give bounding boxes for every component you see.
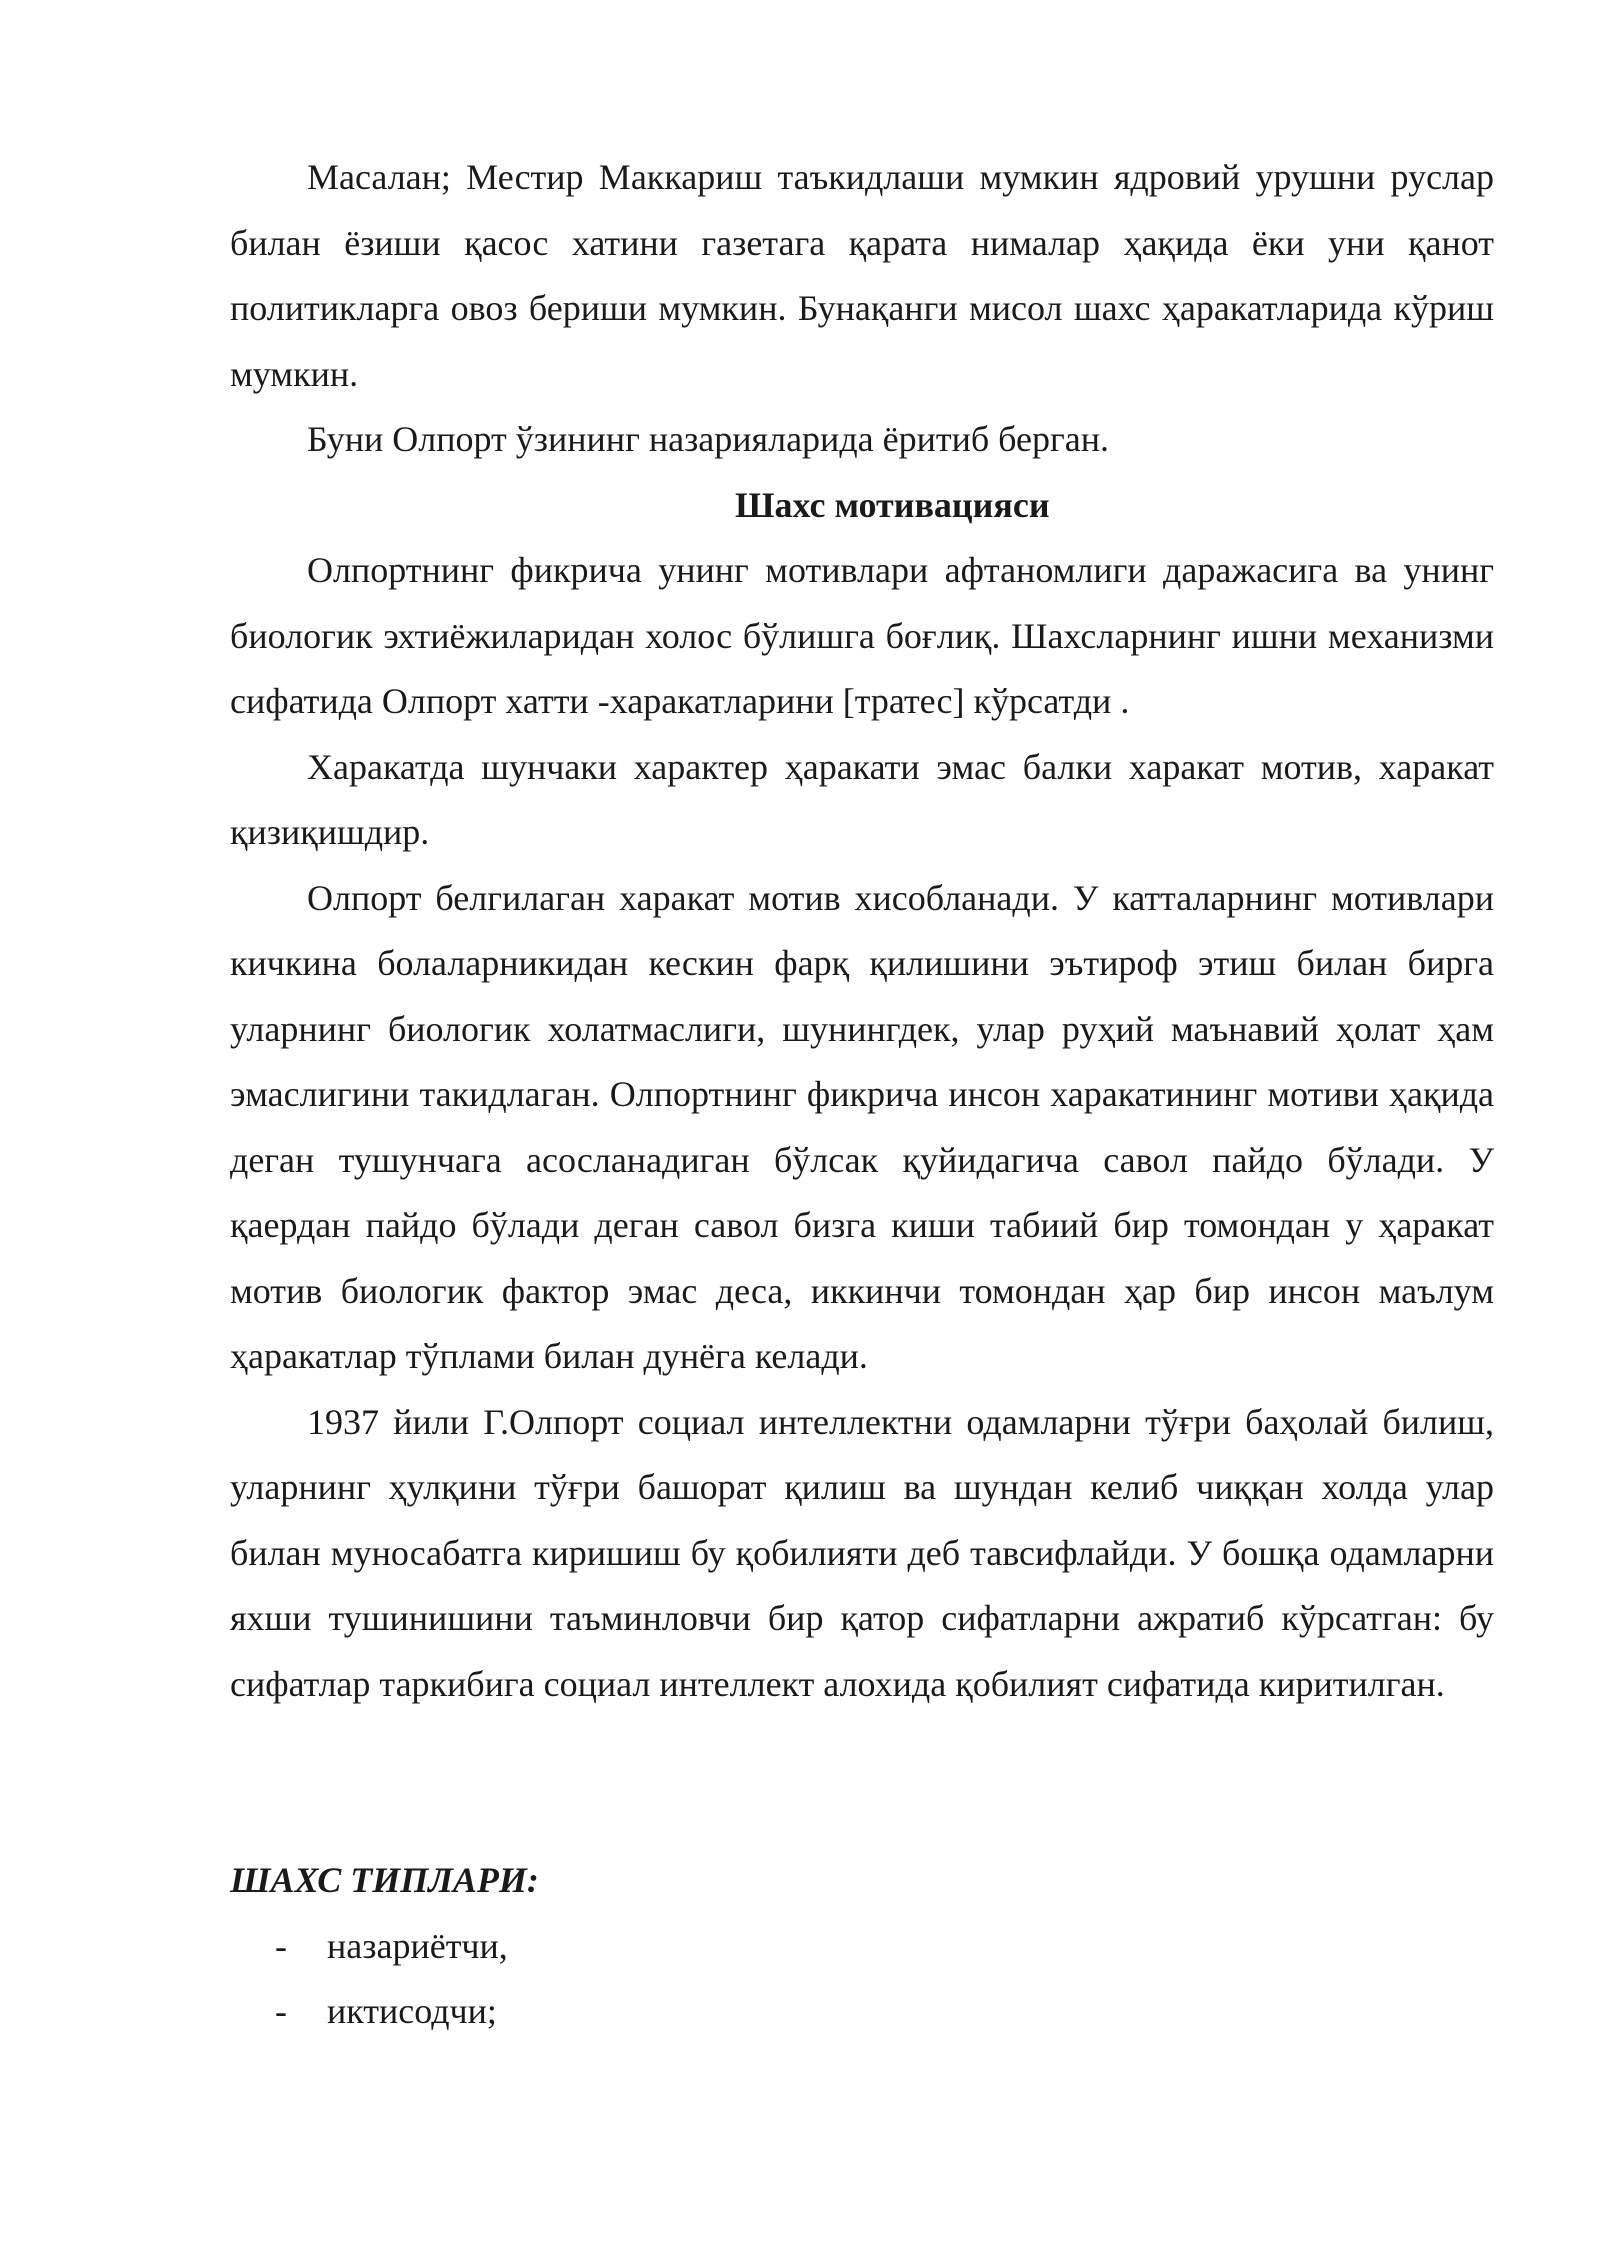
document-page [230, 145, 1494, 2045]
paragraph-allport-reference: Буни Олпорт ўзининг назарияларида ёритиб берган. [307, 419, 1110, 459]
list-item-text: иктисодчи; [327, 1991, 497, 2031]
list-dash-marker: - [275, 1925, 287, 1966]
list-dash-marker: - [275, 1991, 287, 2031]
personality-types-list [230, 1914, 1494, 2045]
paragraph-adult-motives: Олпорт белгилаган харакат мотив хисобланади. У катталарнинг мотивлари кичкина болаларникидан кескин фарқ қилишини эътироф этиш билан бирга уларнинг биологик холатмаслиги, шунингдек, улар руҳий маънавий ҳолат ҳам эмаслигини такидлаган. Олпортнинг фикрича инсон харакатининг мотиви ҳақида деган тушунчага асосланадиган бўлсак қуйидагича савол пайдо бўлади. У қаердан пайдо бўлади деган савол бизга киши табиий бир томондан у ҳаракат мотив биологик фактор эмас деса, иккинчи томондан ҳар бир инсон маълум ҳаракатлар тўплами билан дунёга келади. [230, 877, 1494, 1376]
types-heading: ШАХС ТИПЛАРИ: [230, 1860, 539, 1900]
section-heading-motivation: Шахс мотивацияси [735, 484, 1050, 525]
paragraph-example: Масалан; Местир Маккариш таъкидлаши мумкин ядровий урушни руслар билан ёзиши қасос хатини газетага қарата нималар ҳақида ёки уни қанот политикларга овоз бериши мумкин. Бунақанги мисол шахс ҳаракатларида кўриш мумкин. [230, 157, 1494, 394]
paragraph-action-motive: Харакатда шунчаки характер ҳаракати эмас балки харакат мотив, харакат қизиқишдир. [230, 746, 1494, 852]
paragraph-social-intelligence: 1937 йили Г.Олпорт социал интеллектни одамларни тўғри баҳолай билиш, уларнинг ҳулқини тўғри башорат қилиш ва шундан келиб чиққан холда улар билан муносабатга киришиш бу қобилияти деб тавсифлайди. У бошқа одамларни яхши тушинишини таъминловчи бир қатор сифатларни ажратиб кўрсатган: бу сифатлар таркибига социал интеллект алохида қобилият сифатида киритилган. [230, 1401, 1494, 1704]
list-item [230, 1914, 1494, 1980]
list-item [230, 1979, 1494, 2045]
list-item-text: назариётчи, [327, 1925, 508, 1966]
paragraph-motives: Олпортнинг фикрича унинг мотивлари афтаномлиги даражасига ва унинг биологик эхтиёжиларидан холос бўлишга боғлиқ. Шахсларнинг ишни механизми сифатида Олпорт хатти -харакатларини [тратес] кўрсатди . [230, 550, 1494, 721]
blank-space [230, 1717, 1494, 1848]
